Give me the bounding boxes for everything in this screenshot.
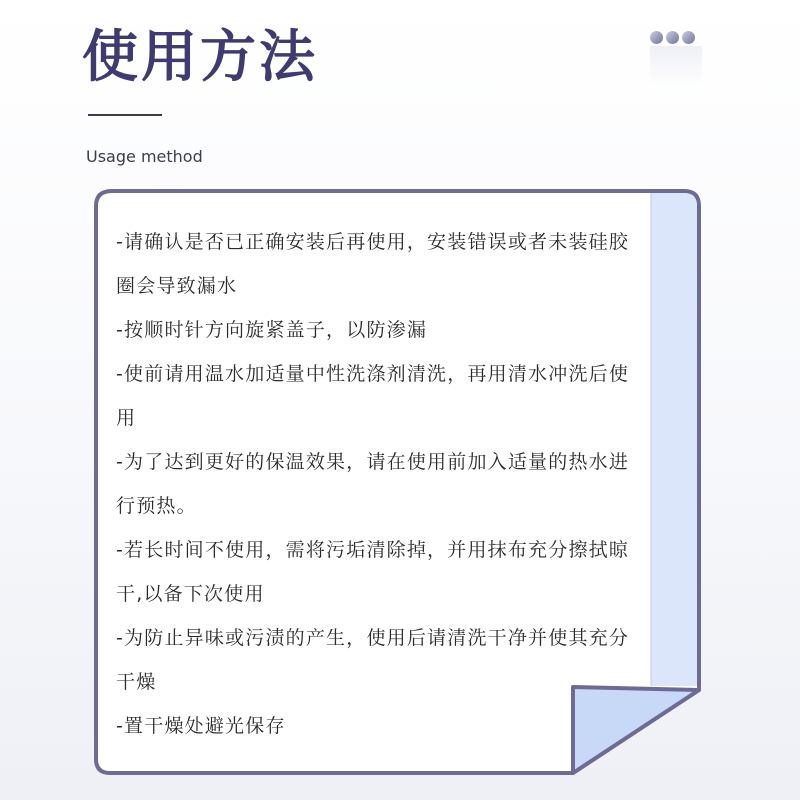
instruction-line: -请确认是否已正确安装后再使用，安装错误或者未装硅胶 xyxy=(116,231,630,253)
instruction-line: 干燥 xyxy=(116,671,157,693)
instruction-line: 行预热。 xyxy=(116,495,197,517)
instruction-line: -按顺时针方向旋紧盖子，以防渗漏 xyxy=(116,319,428,341)
instruction-line: -为防止异味或污渍的产生，使用后请清洗干净并使其充分 xyxy=(116,627,630,649)
page-subtitle: Usage method xyxy=(86,147,203,166)
instruction-line: 用 xyxy=(116,407,137,429)
instruction-line: -置干燥处避光保存 xyxy=(116,715,286,737)
instruction-line: -使前请用温水加适量中性洗涤剂清洗，再用清水冲洗后使 xyxy=(116,363,630,385)
instruction-line: -若长时间不使用，需将污垢清除掉，并用抹布充分擦拭晾 xyxy=(116,539,630,561)
instruction-line: 干,以备下次使用 xyxy=(116,583,265,605)
instruction-line: 圈会导致漏水 xyxy=(116,275,238,297)
page-title: 使用方法 xyxy=(82,25,318,90)
instruction-line: -为了达到更好的保温效果，请在使用前加入适量的热水进 xyxy=(116,451,630,473)
instructions-list xyxy=(116,220,686,748)
